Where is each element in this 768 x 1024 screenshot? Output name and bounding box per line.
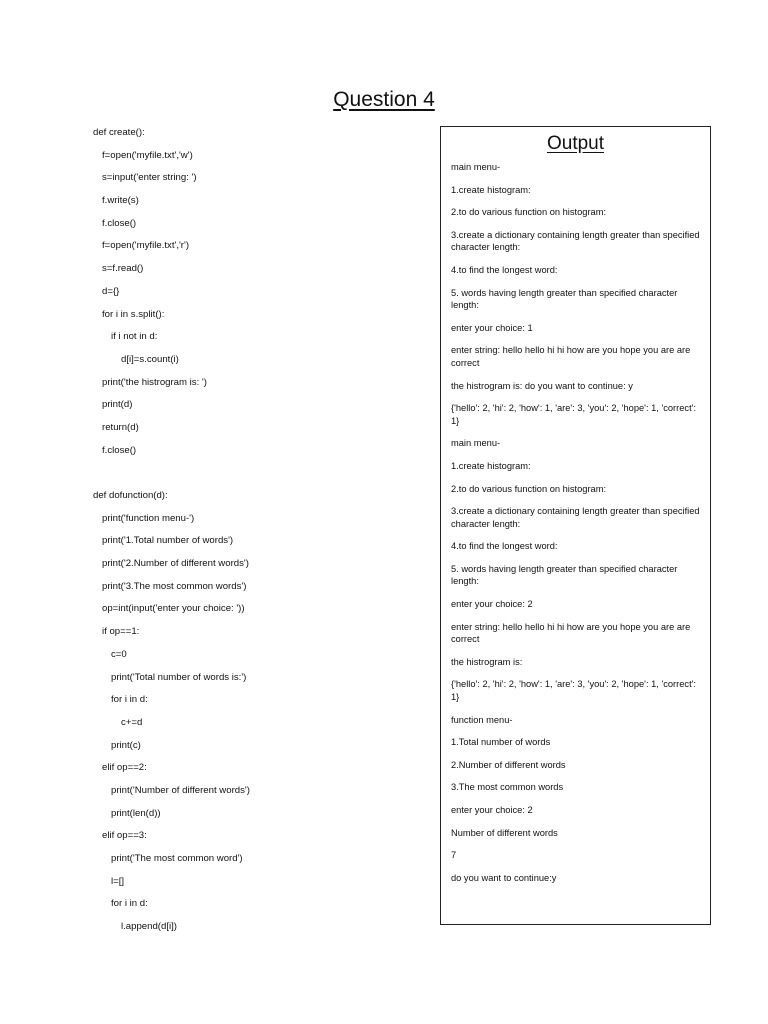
output-title (451, 133, 700, 155)
code-line: f.write(s) (102, 195, 139, 207)
output-line: 3.The most common words (451, 782, 564, 793)
code-line: return(d) (102, 421, 139, 433)
output-line: 2.to do various function on histogram: (451, 483, 607, 494)
code-line: c=0 (111, 648, 127, 660)
output-line: {'hello': 2, 'hi': 2, 'how': 1, 'are': 3, 'you': 2, 'hope': 1, 'correct': 1} (451, 403, 697, 426)
code-line: elif op==2: (102, 762, 147, 774)
page-title (0, 86, 768, 114)
output-line: enter your choice: 2 (451, 599, 533, 610)
code-line: elif op==3: (102, 830, 147, 842)
code-line: print('Number of different words') (111, 784, 250, 796)
output-line: 3.create a dictionary containing length greater than specified character length: (451, 506, 700, 529)
code-listing (93, 126, 423, 943)
output-line: enter string: hello hello hi hi how are you hope you are are correct (451, 621, 691, 645)
code-line: print(d) (102, 399, 133, 411)
code-line: s=input('enter string: ') (102, 172, 197, 184)
code-line: print('1.Total number of words') (102, 535, 234, 547)
output-line: Number of different words (451, 827, 558, 838)
output-line: 7 (451, 850, 457, 861)
output-line: 5. words having length greater than specified character length: (451, 287, 678, 311)
output-line: 1.Total number of words (451, 737, 551, 748)
code-line: print('3.The most common words') (102, 580, 247, 592)
output-line: the histrogram is: (451, 656, 523, 667)
code-line: f.close() (102, 217, 137, 229)
output-line: 1.create histogram: (451, 460, 531, 471)
output-line: 2.Number of different words (451, 759, 566, 770)
output-line: 4.to find the longest word: (451, 541, 558, 552)
output-line: 1.create histogram: (451, 184, 531, 195)
page-title-text: Question 4 (333, 88, 435, 111)
output-line: 5. words having length greater than specified character length: (451, 563, 678, 587)
code-line: print('function menu-') (102, 512, 195, 524)
output-line: main menu- (451, 438, 501, 449)
output-line: function menu- (451, 714, 513, 725)
output-line: enter your choice: 1 (451, 322, 533, 333)
output-line: 4.to find the longest word: (451, 264, 558, 275)
output-line: enter your choice: 2 (451, 805, 533, 815)
output-line: do you want to continue:y (451, 872, 557, 883)
code-line: c+=d (121, 716, 143, 728)
output-line: main menu- (451, 162, 501, 172)
code-line: f.close() (102, 444, 137, 456)
code-line: for i in d: (111, 694, 148, 706)
code-line: print('Total number of words is:') (111, 671, 247, 683)
code-line: d={} (102, 285, 120, 297)
code-line: d[i]=s.count(i) (121, 353, 179, 365)
code-line: op=int(input('enter your choice: ')) (102, 603, 245, 615)
code-line: f=open('myfile.txt','w') (102, 149, 193, 161)
output-title-text: Output (546, 133, 605, 154)
code-line (93, 466, 423, 489)
output-line: 3.create a dictionary containing length greater than specified character length: (451, 229, 700, 253)
code-line: print(c) (111, 739, 141, 751)
output-line: enter string: hello hello hi hi how are you hope you are are correct (451, 345, 691, 368)
output-line: {'hello': 2, 'hi': 2, 'how': 1, 'are': 3, 'you': 2, 'hope': 1, 'correct': 1} (451, 679, 697, 703)
output-line: the histrogram is: do you want to continue: y (451, 380, 633, 391)
code-line: def dofunction(d): (93, 490, 168, 501)
code-line: s=f.read() (102, 263, 144, 275)
code-line: l=[] (111, 875, 125, 887)
code-line: l.append(d[i]) (121, 921, 177, 933)
code-line: print('2.Number of different words') (102, 558, 249, 570)
code-line: if op==1: (102, 626, 140, 638)
code-line: for i in d: (111, 898, 148, 910)
code-line: f=open('myfile.txt','r') (102, 240, 190, 252)
output-line: 2.to do various function on histogram: (451, 207, 607, 218)
code-line: def create(): (93, 127, 145, 138)
output-panel (440, 126, 711, 925)
code-line: for i in s.split(): (102, 308, 165, 320)
code-line: print(len(d)) (111, 807, 161, 819)
code-line: print('The most common word') (111, 853, 243, 864)
code-line: if i not in d: (111, 331, 158, 343)
output-lines (451, 161, 700, 884)
code-line: print('the histrogram is: ') (102, 376, 207, 388)
